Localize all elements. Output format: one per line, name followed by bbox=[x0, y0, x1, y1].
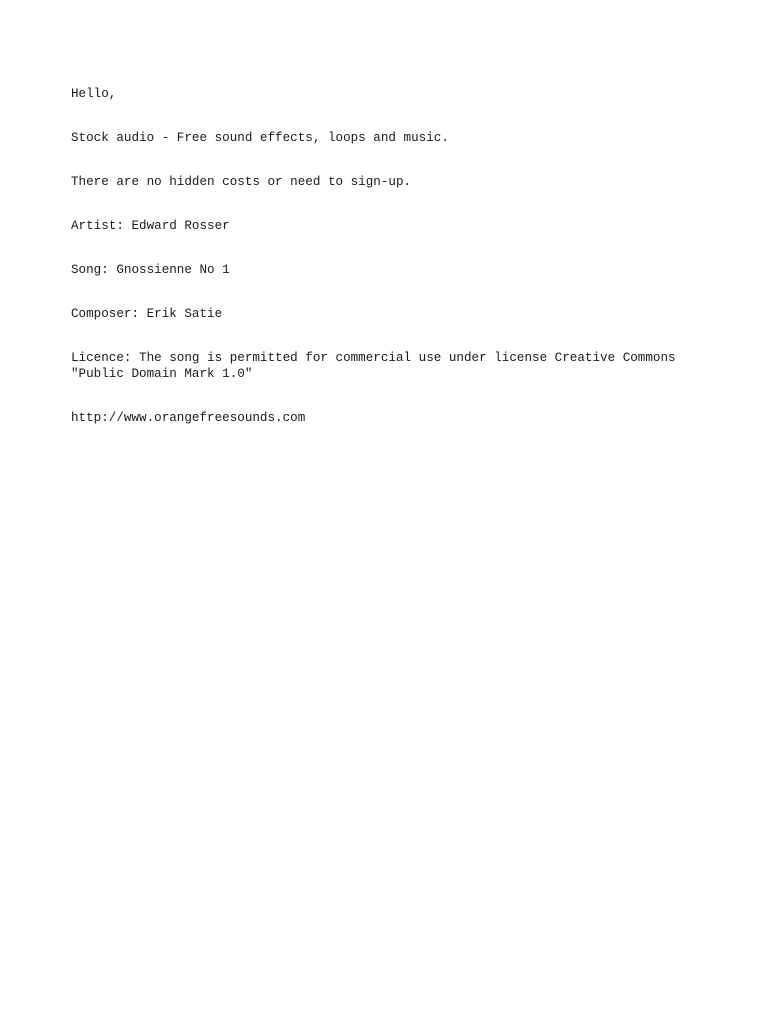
notice-text: There are no hidden costs or need to sign-up. bbox=[71, 175, 412, 189]
document-body bbox=[71, 86, 701, 454]
licence-line-2: "Public Domain Mark 1.0" bbox=[71, 367, 253, 381]
composer-text: Composer: Erik Satie bbox=[71, 307, 223, 321]
licence-text bbox=[71, 350, 701, 382]
song-text: Song: Gnossienne No 1 bbox=[71, 263, 230, 277]
artist-text: Artist: Edward Rosser bbox=[71, 219, 230, 233]
greeting-text: Hello, bbox=[71, 87, 117, 101]
website-url: http://www.orangefreesounds.com bbox=[71, 411, 306, 425]
licence-line-1: Licence: The song is permitted for commercial use under license Creative Commons bbox=[71, 351, 676, 365]
tagline-text: Stock audio - Free sound effects, loops and music. bbox=[71, 131, 449, 145]
